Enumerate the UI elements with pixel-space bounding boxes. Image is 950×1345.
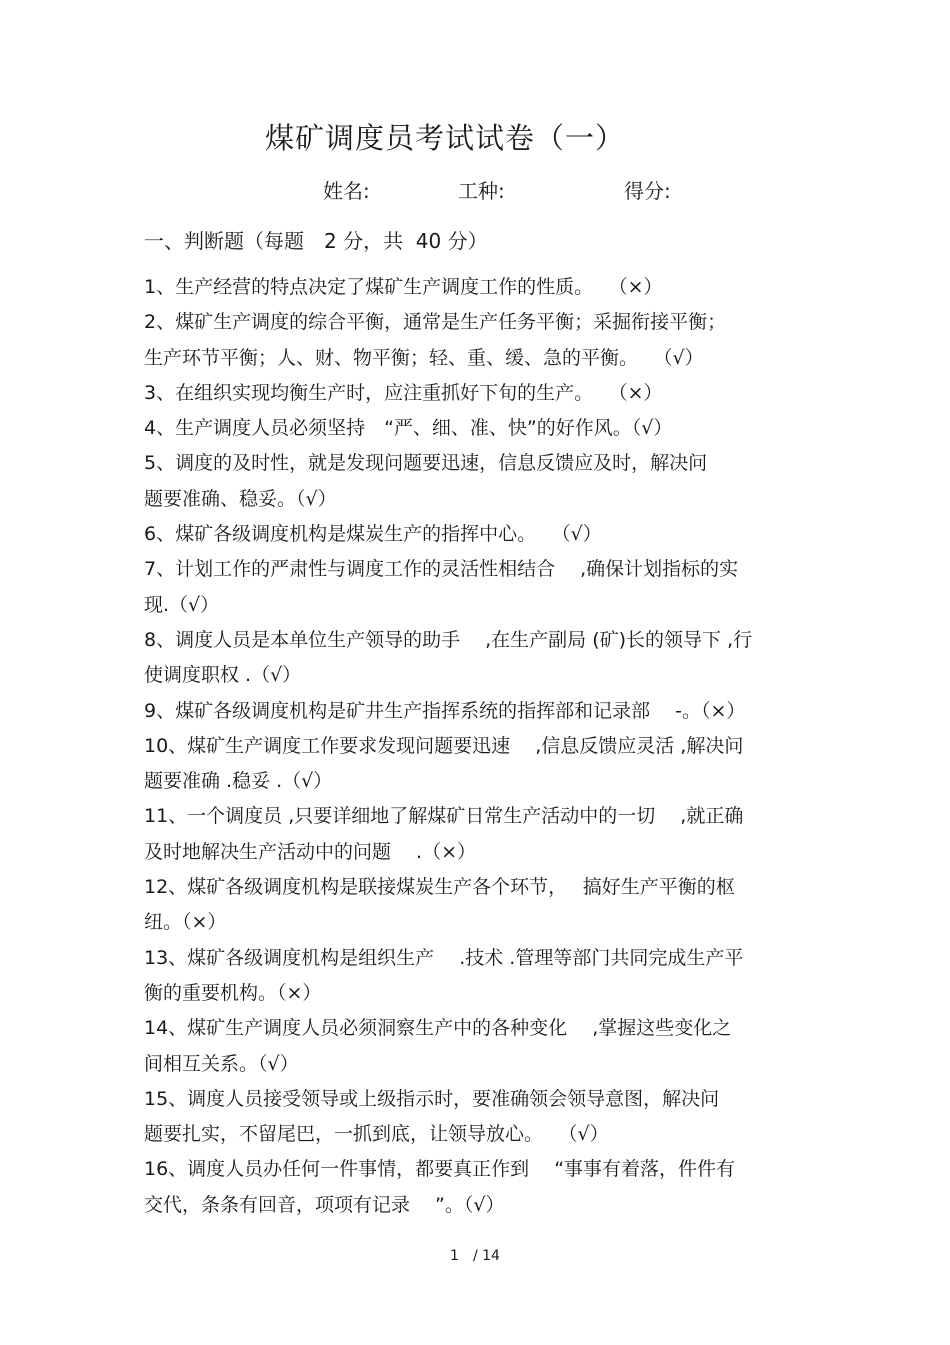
question-line: 8、调度人员是本单位生产领导的助手 ,在生产副局 (矿)长的领导下 ,行 [144,628,753,651]
question-line: 9、煤矿各级调度机构是矿井生产指挥系统的指挥部和记录部 -。（×） [144,699,746,722]
question-item [144,552,814,623]
question-item [144,270,814,305]
question-line: 衡的重要机构。（×） [144,981,322,1004]
section-heading: 一、判断题（每题 2 分，共 40 分） [144,229,488,253]
question-item [144,941,814,1012]
question-line: 纽。（×） [144,911,227,934]
question-line: 13、煤矿各级调度机构是组织生产 .技术 .管理等部门共同完成生产平 [144,946,744,969]
question-line: 题要准确 .稳妥 .（√） [144,770,333,793]
page-number: 1 / 14 [450,1248,500,1264]
question-line: 间相互关系。（√） [144,1052,299,1075]
question-line: 12、煤矿各级调度机构是联接煤炭生产各个环节， 搞好生产平衡的枢 [144,876,735,899]
page-title: 煤矿调度员考试试卷（一） [264,121,625,155]
question-item [144,517,814,552]
question-item [144,411,814,446]
question-line: 1、生产经营的特点决定了煤矿生产调度工作的性质。 （×） [144,276,663,298]
question-line: 11、一个调度员 ,只要详细地了解煤矿日常生产活动中的一切 ,就正确 [144,805,744,828]
question-list [144,270,814,1223]
job-label: 工种: [458,179,505,203]
question-line: 使调度职权 .（√） [144,664,302,687]
question-line: 16、调度人员办任何一件事情，都要真正作到 “事事有着落，件件有 [144,1158,736,1181]
question-line: 10、煤矿生产调度工作要求发现问题要迅速 ,信息反馈应灵活 ,解决问 [144,734,744,757]
question-item [144,623,814,694]
question-line: 7、计划工作的严肃性与调度工作的灵活性相结合 ,确保计划指标的实 [144,558,739,581]
question-line: 及时地解决生产活动中的问题 .（×） [144,840,476,863]
question-item [144,376,814,411]
question-line: 6、煤矿各级调度机构是煤炭生产的指挥中心。 （√） [144,523,602,546]
question-line: 题要扎实，不留尾巴，一抓到底，让领导放心。 （√） [144,1123,609,1146]
question-item [144,1152,814,1223]
question-line: 2、煤矿生产调度的综合平衡，通常是生产任务平衡；采掘衔接平衡； [144,311,727,334]
question-line: 4、生产调度人员必须坚持 “严、细、准、快”的好作风。（√） [144,417,673,440]
name-label: 姓名: [323,179,370,203]
question-line: 生产环节平衡；人、财、物平衡；轻、重、缓、急的平衡。 （√） [144,346,704,369]
question-line: 5、调度的及时性，就是发现问题要迅速，信息反馈应及时，解决问 [144,452,708,475]
score-label: 得分: [624,179,671,203]
question-item [144,799,814,870]
question-item [144,870,814,941]
question-line: 题要准确、稳妥。（√） [144,487,337,510]
question-line: 交代，条条有回音，项项有记录 ”。（√） [144,1193,505,1216]
question-line: 3、在组织实现均衡生产时，应注重抓好下旬的生产。 （×） [144,381,663,404]
question-item [144,1082,814,1153]
question-item [144,1011,814,1082]
question-line: 15、调度人员接受领导或上级指示时，要准确领会领导意图，解决问 [144,1087,720,1110]
question-item [144,446,814,517]
question-item [144,305,814,376]
question-item [144,729,814,800]
question-item [144,694,814,729]
question-line: 14、煤矿生产调度人员必须洞察生产中的各种变化 ,掌握这些变化之 [144,1017,732,1040]
question-line: 现.（√） [144,593,220,616]
